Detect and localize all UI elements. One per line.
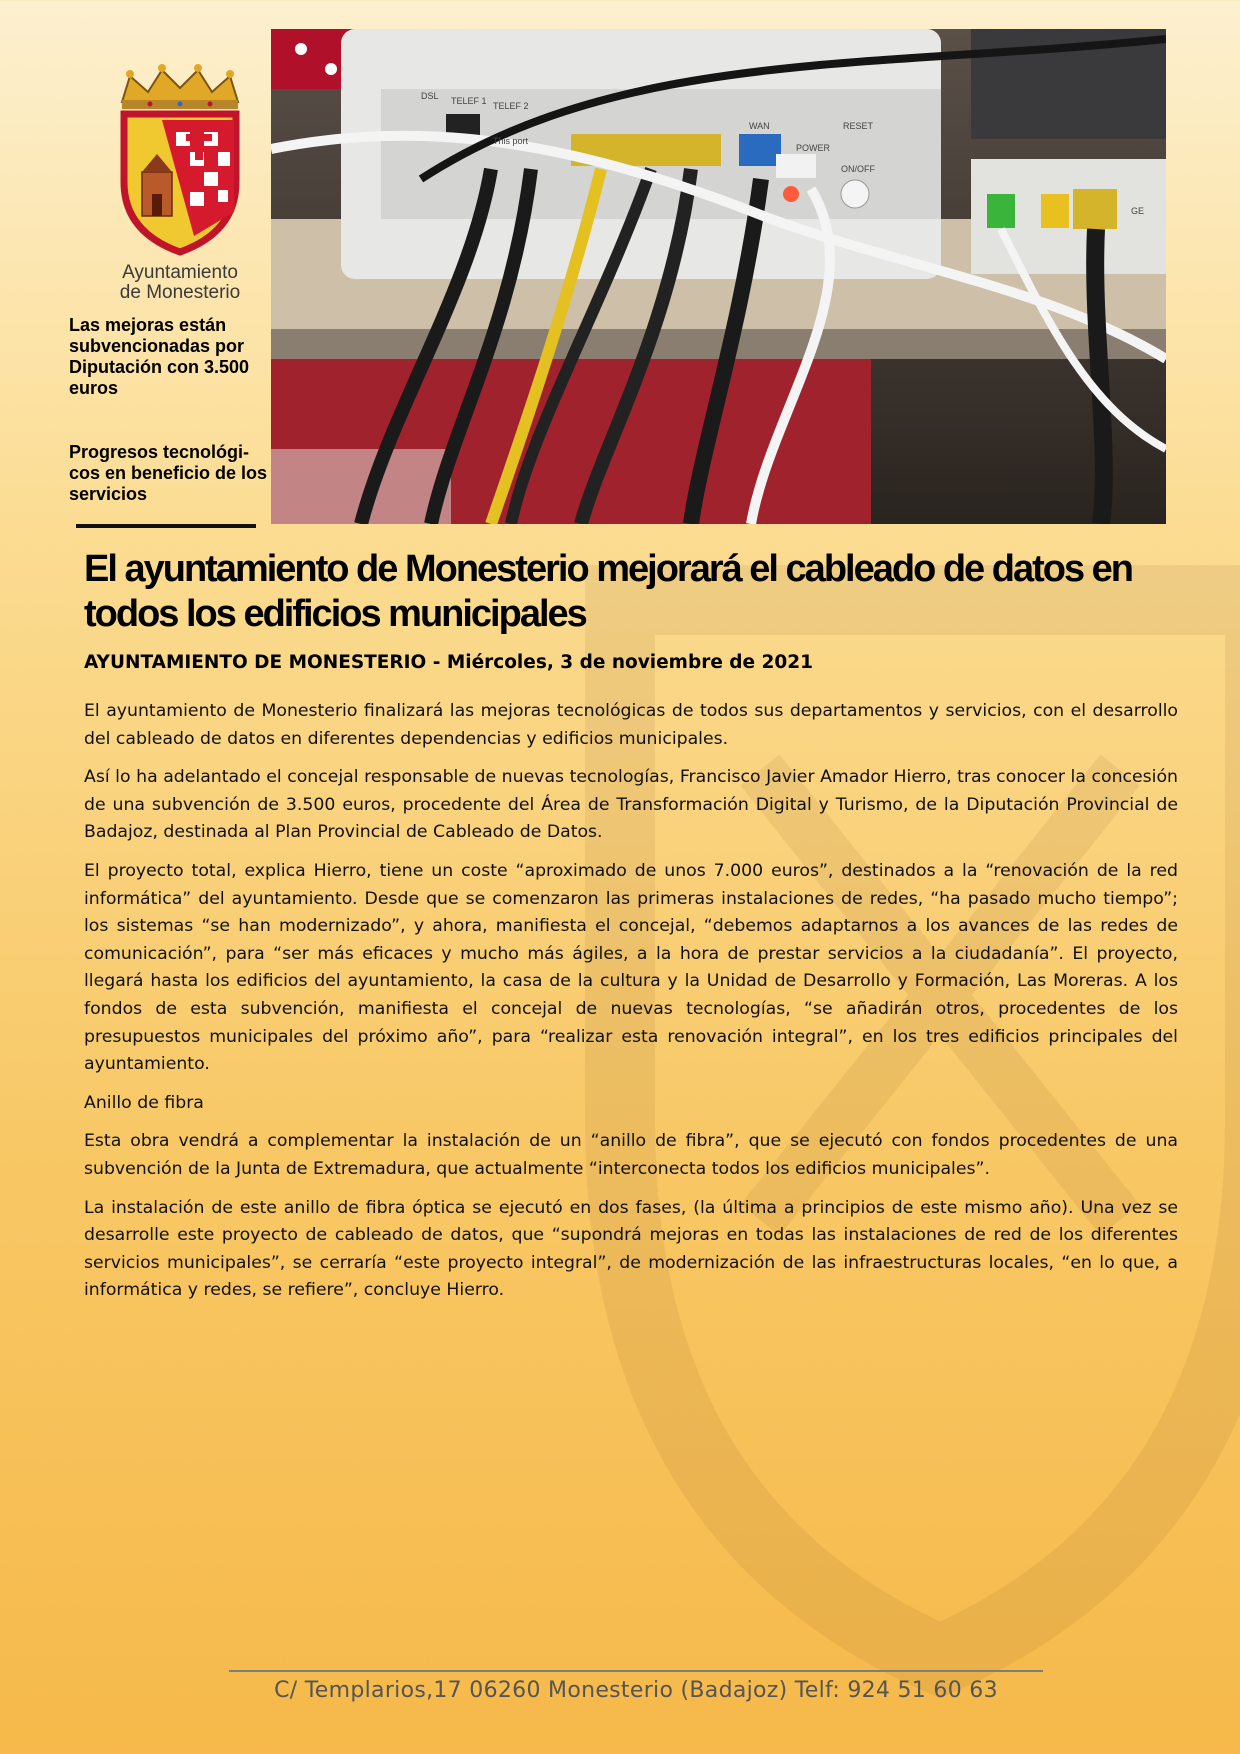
port-label-telef1: TELEF 1 bbox=[451, 96, 487, 106]
router-cables-photo bbox=[271, 29, 1166, 524]
article-subheading: Anillo de fibra bbox=[84, 1092, 204, 1113]
article-paragraph: El proyecto total, explica Hierro, tiene un coste “aproximado de unos 7.000 euros”, destinados a la “renovación de la red informática” del ayuntamiento. Desde que se comenzaron las primeras instalaciones de redes, “ha pasado mucho tiempo”; los sistemas “se han modernizado”, y ahora, manifiesta el concejal, “debemos adaptarnos a los avances de las redes de comunicación”, para “ser más eficaces y mucho más ágiles, a la hora de prestar servicios a la ciudadanía”. El proyecto, llegará hasta los edificios del ayuntamiento, la casa de la cultura y la Unidad de Desarrollo y Formación, Las Moreras. A los fondos de esta subvención, manifiesta el concejal de nuevas tecnologías, “se añadirán otros, procedentes de los presupuestos municipales del próximo año”, para “realizar esta renovación integral”, en los tres edificios principales del ayuntamiento. bbox=[84, 860, 1178, 1075]
article-paragraph: La instalación de este anillo de fibra óptica se ejecutó en dos fases, (la última a principios de este mismo año). Una vez se desarrolle este proyecto de cableado de datos, que “supondrá mejoras en todas las instalaciones de red de los diferentes servicios municipales”, se cerraría “este proyecto integral”, de modernización de las infraestructuras locales, “en lo que, a informática y redes, se refiere”, concluye Hierro. bbox=[84, 1197, 1178, 1301]
port-label-this-port: This port bbox=[493, 136, 529, 146]
article-byline: AYUNTAMIENTO DE MONESTERIO - Miércoles, 3 de noviembre de 2021 bbox=[84, 652, 814, 673]
sidebar-highlight-1: Las mejoras están subvencionadas por Diputación con 3.500 euros bbox=[69, 315, 250, 398]
port-label-ge: GE bbox=[1131, 206, 1145, 216]
port-label-onoff: ON/OFF bbox=[841, 164, 875, 174]
article-paragraph: El ayuntamiento de Monesterio finalizará las mejoras tecnológicas de todos sus departamentos y servicios, con el desarrollo del cableado de datos en diferentes dependencias y edificios municipales. bbox=[84, 701, 1178, 749]
port-label-reset: RESET bbox=[843, 121, 874, 131]
article-body bbox=[84, 698, 1178, 1316]
sidebar-divider bbox=[76, 524, 256, 528]
port-label-wan: WAN bbox=[749, 121, 770, 131]
footer-address: C/ Templarios,17 06260 Monesterio (Badajoz) Telf: 924 51 60 63 bbox=[274, 1678, 998, 1703]
article-headline: El ayuntamiento de Monesterio mejorará el cableado de datos en todos los edificios municipales bbox=[84, 548, 1132, 635]
ayuntamiento-crest-logo bbox=[100, 62, 260, 302]
footer-divider bbox=[229, 1670, 1043, 1672]
sidebar-highlight-2: Progresos tecnológi-cos en beneficio de los servicios bbox=[69, 442, 268, 504]
port-label-dsl: DSL bbox=[421, 91, 439, 101]
port-label-power: POWER bbox=[796, 143, 831, 153]
article-paragraph: Esta obra vendrá a complementar la instalación de un “anillo de fibra”, que se ejecutó con fondos procedentes de una subvención de la Junta de Extremadura, que actualmente “interconecta todos los edificios municipales”. bbox=[84, 1131, 1178, 1179]
port-label-telef2: TELEF 2 bbox=[493, 101, 529, 111]
logo-line1: Ayuntamiento bbox=[122, 262, 238, 283]
logo-line2: de Monesterio bbox=[119, 282, 241, 302]
article-paragraph: Así lo ha adelantado el concejal responsable de nuevas tecnologías, Francisco Javier Amador Hierro, tras conocer la concesión de una subvención de 3.500 euros, procedente del Área de Transformación Digital y Turismo, de la Diputación Provincial de Badajoz, destinada al Plan Provincial de Cableado de Datos. bbox=[84, 767, 1178, 843]
